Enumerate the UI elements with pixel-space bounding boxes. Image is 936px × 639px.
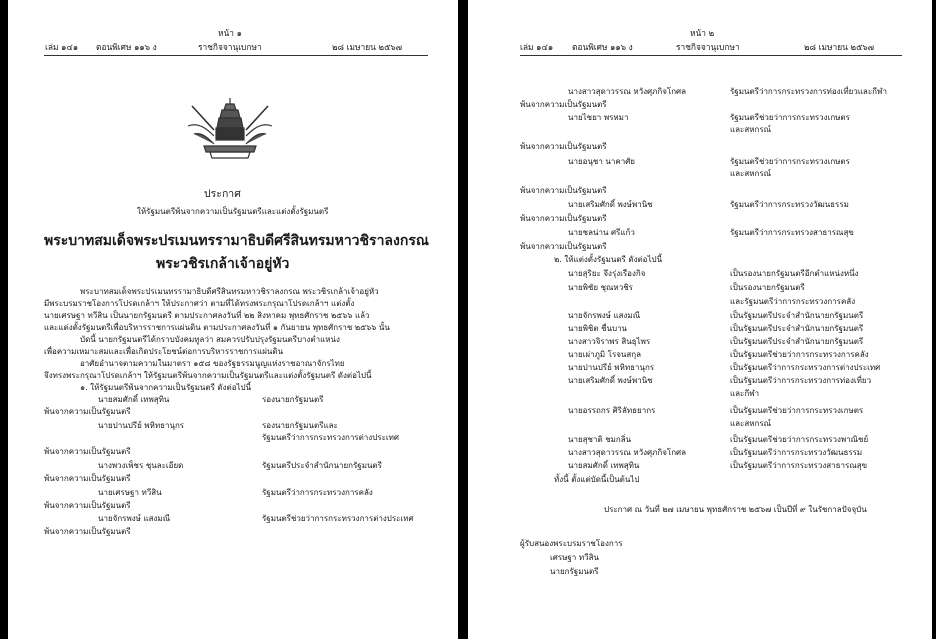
countersign-label: ผู้รับสนองพระบรมราชโองการ [520,539,623,548]
appointee-name: นายสุชาติ ชมกลิ่น [568,435,632,444]
appointee-name: นางสาวจิราพร สินธุไพร [568,337,651,346]
section2-heading: ๒. ให้แต่งตั้งรัฐมนตรี ดังต่อไปนี้ [554,255,663,264]
paragraph1-line1: พระบาทสมเด็จพระปรเมนทรรามาธิบดีศรีสินทรมหาวชิราลงกรณ พระวชิรเกล้าเจ้าอยู่หัว [80,287,379,296]
appointee-position: เป็นรัฐมนตรีว่าการกระทรวงสาธารณสุข [730,461,868,470]
king-title-line1: พระบาทสมเด็จพระปรเมนทรรามาธิบดีศรีสินทรมหาวชิราลงกรณ [44,233,429,249]
paragraph1-line4: และแต่งตั้งรัฐมนตรีเพื่อบริหารราชการแผ่นดิน ตามประกาศลงวันที่ ๑ กันยายน พุทธศักราช ๒๕๖๖ นั้น [44,323,390,332]
king-title-line2: พระวชิรเกล้าเจ้าอยู่หัว [156,256,290,272]
entry-name: นายจักรพงษ์ แสงมณี [98,514,171,523]
date-label: ๒๘ เมษายน ๒๕๖๗ [804,42,875,52]
appointee-name: นางสาวสุดาวรรณ หวังศุภกิจโกศล [568,448,687,457]
paragraph2-line2: เพื่อความเหมาะสมและเพื่อเกิดประโยชน์ต่อการบริหารราชการแผ่นดิน [44,347,284,356]
entry-position-cont: และสหกรณ์ [730,169,772,178]
issue-label: ตอนพิเศษ ๑๑๖ ง [96,42,157,52]
entry-position-cont: และสหกรณ์ [730,125,772,134]
section1-heading: ๑. ให้รัฐมนตรีพ้นจากความเป็นรัฐมนตรี ดังต่อไปนี้ [80,383,252,392]
entry-position: รัฐมนตรีช่วยว่าการกระทรวงการต่างประเทศ [262,514,414,523]
entry-position: รัฐมนตรีว่าการกระทรวงวัฒนธรรม [730,200,849,209]
entry-name: นายอนุชา นาคาศัย [568,157,635,166]
appointee-position: เป็นรัฐมนตรีประจำสำนักนายกรัฐมนตรี [730,324,864,333]
given-date: ประกาศ ณ วันที่ ๒๗ เมษายน พุทธศักราช ๒๕๖๗ เป็นปีที่ ๙ ในรัชกาลปัจจุบัน [604,505,867,514]
entry-name: นายชลน่าน ศรีแก้ว [568,228,635,237]
entry-name: นางพวงเพ็ชร ชุนละเอียด [98,461,184,470]
entry-position: รัฐมนตรีว่าการกระทรวงการคลัง [262,488,373,497]
date-label: ๒๘ เมษายน ๒๕๖๗ [332,42,403,52]
appointee-position-cont: และกีฬา [730,389,760,398]
royal-emblem-icon [184,96,276,162]
appointee-position-cont: และรัฐมนตรีว่าการกระทรวงการคลัง [730,297,856,306]
page-number: หน้า ๑ [218,28,242,38]
page-number: หน้า ๒ [690,28,715,38]
entry-removed-note: พ้นจากความเป็นรัฐมนตรี [44,407,131,416]
entry-name: นายไชยา พรหมา [568,113,629,122]
announcement-title: ประกาศ [204,188,241,200]
entry-removed-note: พ้นจากความเป็นรัฐมนตรี [44,447,131,456]
entry-removed-note: พ้นจากความเป็นรัฐมนตรี [520,186,607,195]
appointee-position: เป็นรัฐมนตรีประจำสำนักนายกรัฐมนตรี [730,311,864,320]
appointee-position: เป็นรัฐมนตรีประจำสำนักนายกรัฐมนตรี [730,337,864,346]
header-rule [44,55,428,56]
entry-position: รัฐมนตรีช่วยว่าการกระทรวงเกษตร [730,113,850,122]
paragraph3-line1: อาศัยอำนาจตามความในมาตรา ๑๕๘ ของรัฐธรรมนูญแห่งราชอาณาจักรไทย [80,359,345,368]
entry-position: รัฐมนตรีช่วยว่าการกระทรวงเกษตร [730,157,850,166]
issue-label: ตอนพิเศษ ๑๑๖ ง [572,42,633,52]
paragraph1-line3: นายเศรษฐา ทวีสิน เป็นนายกรัฐมนตรี ตามประกาศลงวันที่ ๒๒ สิงหาคม พุทธศักราช ๒๕๖๖ แล้ว [44,311,370,320]
paragraph3-line2: จึงทรงพระกรุณาโปรดเกล้าฯ ให้รัฐมนตรีพ้นจากความเป็นรัฐมนตรีและแต่งตั้งรัฐมนตรี ดังต่อไปนี้ [44,371,372,380]
entry-name: นายสมศักดิ์ เทพสุทิน [98,395,170,404]
entry-position: รองนายกรัฐมนตรีและ [262,421,338,430]
paragraph2-line1: บัดนี้ นายกรัฐมนตรีได้กราบบังคมทูลว่า สมควรปรับปรุงรัฐมนตรีบางตำแหน่ง [80,335,340,344]
entry-position: รัฐมนตรีว่าการกระทรวงสาธารณสุข [730,228,854,237]
gazette-page-1 [8,0,458,639]
entry-removed-note: พ้นจากความเป็นรัฐมนตรี [44,501,131,510]
entry-removed-note: พ้นจากความเป็นรัฐมนตรี [520,242,607,251]
appointee-name: นายพิชัย ชุณหวชิร [568,283,633,292]
appointee-position: เป็นรัฐมนตรีว่าการกระทรวงการท่องเที่ยว [730,376,872,385]
entry-removed-note: พ้นจากความเป็นรัฐมนตรี [520,100,607,109]
appointee-position: เป็นรองนายกรัฐมนตรีอีกตำแหน่งหนึ่ง [730,269,859,278]
appointee-name: นายสมศักดิ์ เทพสุทิน [568,461,640,470]
paragraph1-line2: มีพระบรมราชโองการโปรดเกล้าฯ ให้ประกาศว่า ตามที่ได้ทรงพระกรุณาโปรดเกล้าฯ แต่งตั้ง [44,299,355,308]
appointee-position: เป็นรัฐมนตรีว่าการกระทรวงวัฒนธรรม [730,448,863,457]
signer-name: เศรษฐา ทวีสิน [550,553,599,562]
entry-position: รองนายกรัฐมนตรี [262,395,324,404]
appointee-name: นายอรรถกร ศิริลัทธยากร [568,406,656,415]
appointee-name: นายสุริยะ จึงรุ่งเรืองกิจ [568,269,646,278]
appointee-position: เป็นรองนายกรัฐมนตรี [730,283,805,292]
effective-clause: ทั้งนี้ ตั้งแต่บัดนี้เป็นต้นไป [554,475,640,484]
appointee-name: นายเผ่าภูมิ โรจนสกุล [568,350,642,359]
gazette-page-2 [468,0,932,639]
gazette-label: ราชกิจจานุเบกษา [676,42,740,52]
entry-removed-note: พ้นจากความเป็นรัฐมนตรี [520,214,607,223]
entry-removed-note: พ้นจากความเป็นรัฐมนตรี [520,142,607,151]
volume-label: เล่ม ๑๔๑ [520,42,554,52]
header-rule [520,55,902,56]
entry-name: นายปานปรีย์ พหิทธานุกร [98,421,185,430]
entry-position-cont: รัฐมนตรีว่าการกระทรวงการต่างประเทศ [262,433,399,442]
entry-name: นายเสริมศักดิ์ พงษ์พานิช [568,200,653,209]
appointee-name: นายพิชิต ชื่นบาน [568,324,628,333]
appointee-position-cont: และสหกรณ์ [730,419,772,428]
entry-name: นางสาวสุดาวรรณ หวังศุภกิจโกศล [568,87,687,96]
signer-title: นายกรัฐมนตรี [550,567,599,576]
appointee-position: เป็นรัฐมนตรีช่วยว่าการกระทรวงเกษตร [730,406,864,415]
entry-removed-note: พ้นจากความเป็นรัฐมนตรี [44,474,131,483]
appointee-position: เป็นรัฐมนตรีช่วยว่าการกระทรวงพาณิชย์ [730,435,869,444]
appointee-name: นายปานปรีย์ พหิทธานุกร [568,363,655,372]
entry-position: รัฐมนตรีว่าการกระทรวงการท่องเที่ยวและกีฬา [730,87,887,96]
volume-label: เล่ม ๑๔๑ [45,42,79,52]
appointee-name: นายจักรพงษ์ แสงมณี [568,311,641,320]
announcement-subtitle: ให้รัฐมนตรีพ้นจากความเป็นรัฐมนตรีและแต่งตั้งรัฐมนตรี [137,207,329,216]
appointee-name: นายเสริมศักดิ์ พงษ์พานิช [568,376,653,385]
entry-name: นายเศรษฐา ทวีสิน [98,488,162,497]
appointee-position: เป็นรัฐมนตรีช่วยว่าการกระทรวงการคลัง [730,350,869,359]
entry-position: รัฐมนตรีประจำสำนักนายกรัฐมนตรี [262,461,382,470]
entry-removed-note: พ้นจากความเป็นรัฐมนตรี [44,527,131,536]
appointee-position: เป็นรัฐมนตรีว่าการกระทรวงการต่างประเทศ [730,363,881,372]
gazette-label: ราชกิจจานุเบกษา [198,42,262,52]
